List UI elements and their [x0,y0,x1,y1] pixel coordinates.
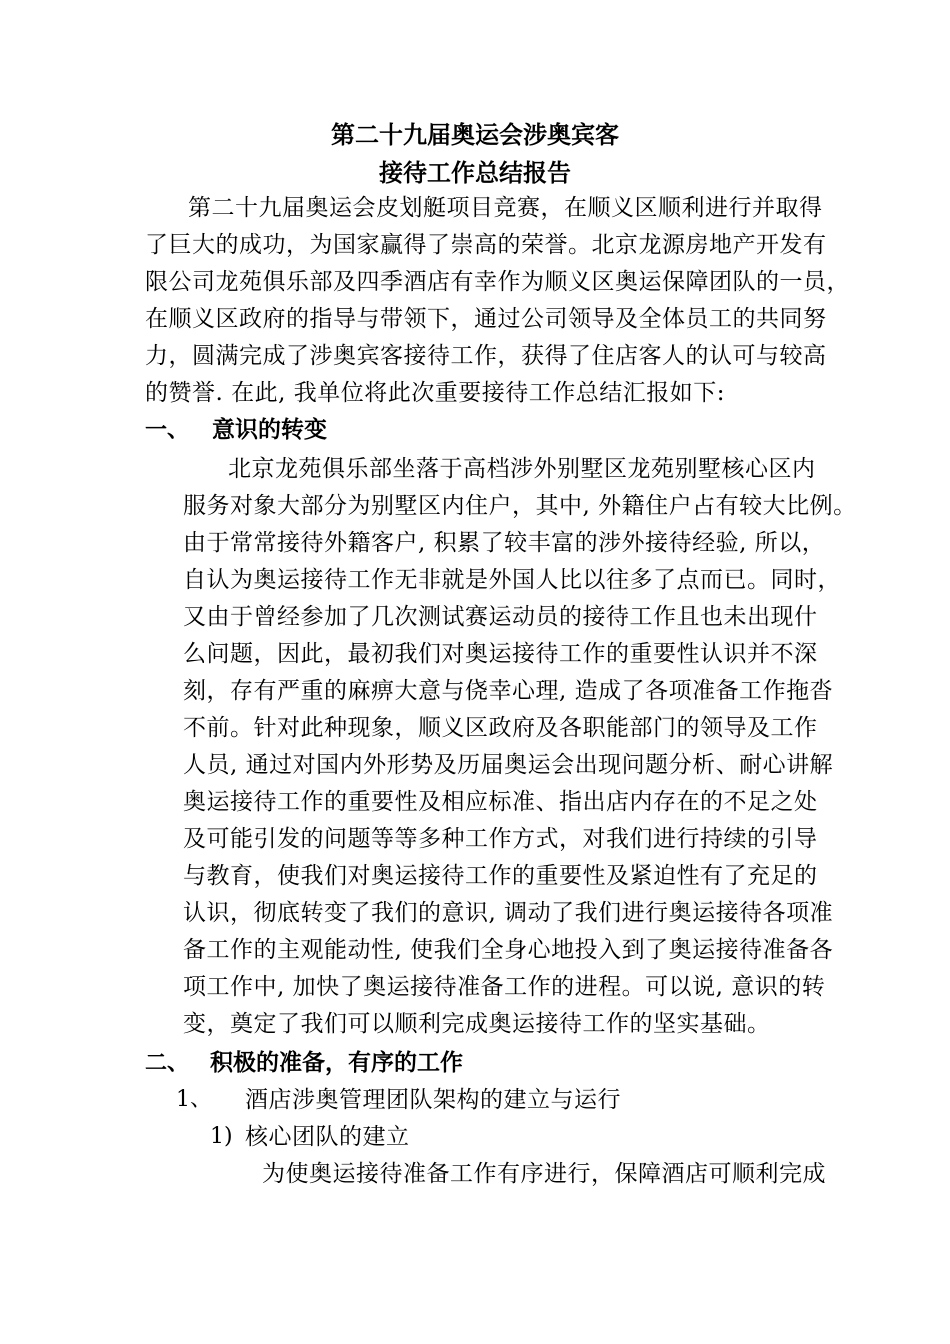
intro-line: 第二十九届奥运会皮划艇项目竞赛，在顺义区顺利进行并取得 [188,195,823,221]
section-1-line: 又由于曾经参加了几次测试赛运动员的接待工作且也未出现什 [183,604,818,630]
subsection-1-heading: 酒店涉奥管理团队架构的建立与运行 [245,1087,621,1113]
section-1-line: 不前。针对此种现象，顺义区政府及各职能部门的领导及工作 [183,715,818,741]
section-1-line: 由于常常接待外籍客户, 积累了较丰富的涉外接待经验, 所以， [183,530,826,556]
section-2-number: 二、 [145,1050,190,1076]
section-1-line: 项工作中, 加快了奥运接待准备工作的进程。可以说, 意识的转 [183,974,826,1000]
section-1-line: 么问题，因此，最初我们对奥运接待工作的重要性认识并不深 [183,641,818,667]
intro-line: 的赞誉. 在此, 我单位将此次重要接待工作总结汇报如下: [145,380,725,406]
intro-line: 在顺义区政府的指导与带领下，通过公司领导及全体员工的共同努 [145,306,827,332]
section-1-line: 奥运接待工作的重要性及相应标准、指出店内存在的不足之处 [183,789,818,815]
section-1-line: 与教育，使我们对奥运接待工作的重要性及紧迫性有了充足的 [183,863,818,889]
section-1-line: 服务对象大部分为别墅区内住户，其中, 外籍住户占有较大比例。 [183,493,857,519]
section-1-heading: 意识的转变 [212,416,327,443]
subsection-1-number: 1、 [176,1087,212,1112]
intro-line: 了巨大的成功，为国家赢得了崇高的荣誉。北京龙源房地产开发有 [145,232,827,258]
section-1-number: 一、 [145,417,190,443]
section-1-line: 自认为奥运接待工作无非就是外国人比以往多了点而已。同时， [183,567,841,593]
section-1-line: 及可能引发的问题等等多种工作方式，对我们进行持续的引导 [183,826,818,852]
document-title-line-2: 接待工作总结报告 [379,158,571,187]
intro-line: 力，圆满完成了涉奥宾客接待工作，获得了住店客人的认可与较高 [145,343,827,369]
section-1-line: 北京龙苑俱乐部坐落于高档涉外别墅区龙苑别墅核心区内 [228,456,816,482]
intro-line: 限公司龙苑俱乐部及四季酒店有幸作为顺义区奥运保障团队的一员， [145,269,850,295]
section-1-line: 变，奠定了我们可以顺利完成奥运接待工作的坚实基础。 [183,1011,771,1037]
document-title-line-1: 第二十九届奥运会涉奥宾客 [331,120,619,149]
section-1-line: 人员, 通过对国内外形势及历届奥运会出现问题分析、耐心讲解 [183,752,834,778]
subsection-1-1-number: 1) [210,1124,233,1149]
section-1-line: 刻，存有严重的麻痹大意与侥幸心理, 造成了各项准备工作拖沓 [183,678,834,704]
subsection-1-1-heading: 核心团队的建立 [245,1124,410,1150]
section-1-line: 备工作的主观能动性, 使我们全身心地投入到了奥运接待准备各 [183,937,834,963]
section-2-line: 为使奥运接待准备工作有序进行，保障酒店可顺利完成 [262,1161,826,1187]
section-2-heading: 积极的准备，有序的工作 [210,1049,463,1076]
section-1-line: 认识，彻底转变了我们的意识, 调动了我们进行奥运接待各项准 [183,900,834,926]
